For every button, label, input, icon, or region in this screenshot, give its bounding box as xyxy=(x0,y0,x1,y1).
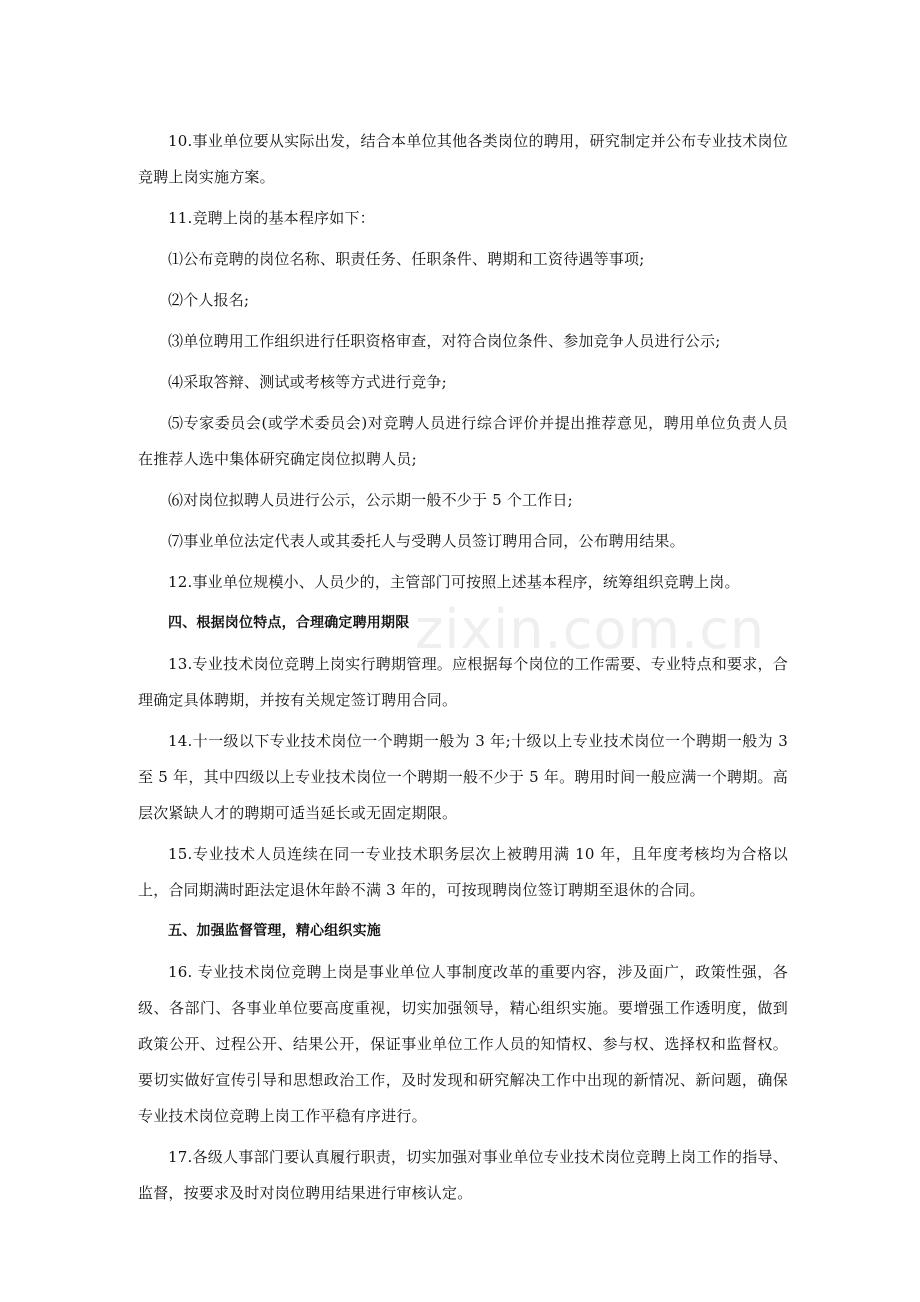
procedure-step-3: ⑶单位聘用工作组织进行任职资格审查，对符合岗位条件、参加竞争人员进行公示; xyxy=(168,332,721,350)
procedure-step-1: ⑴公布竞聘的岗位名称、职责任务、任职条件、聘期和工资待遇等事项; xyxy=(168,250,645,268)
procedure-step-7: ⑺事业单位法定代表人或其委托人与受聘人员签订聘用合同，公布聘用结果。 xyxy=(168,532,685,550)
procedure-step-5: ⑸专家委员会(或学术委员会)对竞聘人员进行综合评价并提出推荐意见，聘用单位负责人员在推荐人选中集体研究确定岗位拟聘人员; xyxy=(138,414,788,468)
document-page xyxy=(138,123,788,1216)
paragraph-17: 17.各级人事部门要认真履行职责，切实加强对事业单位专业技术岗位竞聘上岗工作的指导、监督，按要求及时对岗位聘用结果进行审核认定。 xyxy=(138,1148,788,1202)
procedure-step-6: ⑹对岗位拟聘人员进行公示，公示期一般不少于 5 个工作日; xyxy=(168,491,573,509)
paragraph-10: 10.事业单位要从实际出发，结合本单位其他各类岗位的聘用，研究制定并公布专业技术岗位竞聘上岗实施方案。 xyxy=(138,132,788,186)
section-heading-4: 四、根据岗位特点，合理确定聘用期限 xyxy=(168,615,410,631)
section-heading-5: 五、加强监督管理，精心组织实施 xyxy=(168,923,381,939)
paragraph-14: 14.十一级以下专业技术岗位一个聘期一般为 3 年;十级以上专业技术岗位一个聘期一般为 3 至 5 年，其中四级以上专业技术岗位一个聘期一般不少于 5 年。聘用时间一般应满一个聘期。高层次紧缺人才的聘期可适当延长或无固定期限。 xyxy=(138,732,788,822)
paragraph-11: 11.竞聘上岗的基本程序如下： xyxy=(168,209,375,227)
paragraph-13: 13.专业技术岗位竞聘上岗实行聘期管理。应根据每个岗位的工作需要、专业特点和要求，合理确定具体聘期，并按有关规定签订聘用合同。 xyxy=(138,655,788,709)
paragraph-12: 12.事业单位规模小、人员少的，主管部门可按照上述基本程序，统筹组织竞聘上岗。 xyxy=(168,573,740,591)
watermark-logo: zixin.com.cn xyxy=(415,598,766,661)
paragraph-16: 16. 专业技术岗位竞聘上岗是事业单位人事制度改革的重要内容，涉及面广，政策性强，各级、各部门、各事业单位要高度重视，切实加强领导，精心组织实施。要增强工作透明度，做到政策公开、过程公开、结果公开，保证事业单位工作人员的知情权、参与权、选择权和监督权。要切实做好宣传引导和思想政治工作，及时发现和研究解决工作中出现的新情况、新问题，确保专业技术岗位竞聘上岗工作平稳有序进行。 xyxy=(138,963,788,1125)
procedure-step-4: ⑷采取答辩、测试或考核等方式进行竞争; xyxy=(168,373,447,391)
procedure-step-2: ⑵个人报名; xyxy=(168,291,250,309)
paragraph-15: 15.专业技术人员连续在同一专业技术职务层次上被聘用满 10 年，且年度考核均为合格以上，合同期满时距法定退休年龄不满 3 年的，可按现聘岗位签订聘期至退休的合同。 xyxy=(138,845,788,899)
